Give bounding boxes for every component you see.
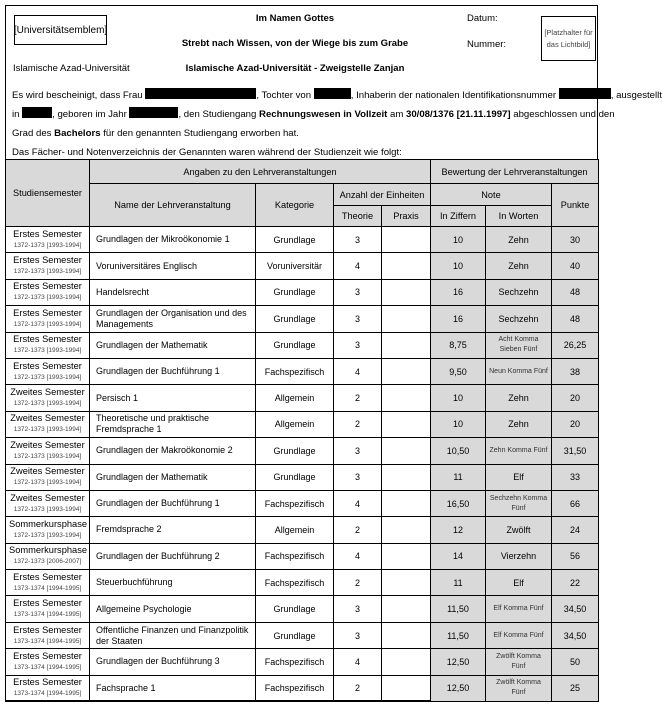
grade-words: Acht Komma Sieben Fünf: [486, 332, 552, 358]
semester-cell: [6, 227, 90, 253]
semester-year: 1373-1374 [1994-1995]: [13, 690, 82, 698]
course-name: Allgemeine Psychologie: [90, 596, 256, 622]
header-motto: Strebt nach Wissen, von der Wiege bis zum Grabe: [181, 38, 409, 49]
text: Es wird bescheinigt, dass Frau: [12, 90, 143, 101]
certificate-text: [12, 86, 662, 162]
practice-units: [382, 279, 431, 305]
text: in: [12, 109, 20, 120]
header-course-name: Name der Lehrveranstaltung: [90, 184, 256, 227]
grade-words: Zwölft Komma Fünf: [486, 675, 552, 701]
table-row: [6, 464, 599, 490]
grade-digits: 16: [431, 279, 486, 305]
semester-cell: [6, 622, 90, 648]
course-category: Grundlage: [256, 622, 334, 648]
table-row: [6, 227, 599, 253]
semester-cell: [6, 543, 90, 569]
practice-units: [382, 253, 431, 279]
points: 48: [552, 279, 599, 305]
theory-units: 4: [334, 253, 382, 279]
course-category: Grundlage: [256, 279, 334, 305]
semester-cell: [6, 253, 90, 279]
graduation-date: 30/08/1376 [21.11.1997]: [406, 109, 511, 120]
points: 38: [552, 358, 599, 384]
semester-cell: [6, 385, 90, 411]
header-practice: Praxis: [382, 206, 431, 227]
points: 20: [552, 385, 599, 411]
practice-units: [382, 358, 431, 384]
semester-name: Erstes Semester: [13, 571, 82, 582]
table-row: [6, 490, 599, 516]
semester-cell: [6, 517, 90, 543]
grade-words: Zehn: [486, 385, 552, 411]
semester-year: 1372-1373 [1993-1994]: [13, 347, 82, 355]
points: 34,50: [552, 622, 599, 648]
points: 48: [552, 306, 599, 332]
semester-name: Erstes Semester: [13, 255, 82, 266]
points: 34,50: [552, 596, 599, 622]
number-label: Nummer:: [467, 39, 507, 50]
grade-digits: 10: [431, 411, 486, 437]
grade-words: Zehn: [486, 253, 552, 279]
header-evaluation: Bewertung der Lehrveranstaltungen: [431, 160, 599, 184]
practice-units: [382, 411, 431, 437]
points: 20: [552, 411, 599, 437]
course-category: Grundlage: [256, 306, 334, 332]
course-name: Grundlagen der Organisation und des Managements: [90, 306, 256, 332]
grade-digits: 10: [431, 385, 486, 411]
semester-name: Zweites Semester: [10, 466, 85, 477]
certificate-line-1: [12, 86, 662, 105]
theory-units: 4: [334, 543, 382, 569]
grade-words: Zehn: [486, 227, 552, 253]
theory-units: 2: [334, 411, 382, 437]
practice-units: [382, 517, 431, 543]
course-category: Grundlage: [256, 438, 334, 464]
semester-year: 1372-1373 [1993-1994]: [13, 294, 82, 302]
practice-units: [382, 464, 431, 490]
grade-words: Zwölft Komma Fünf: [486, 649, 552, 675]
course-name: Grundlagen der Buchführung 1: [90, 358, 256, 384]
university-emblem-placeholder: [Universitätsemblem]: [14, 15, 107, 45]
degree-name: Bachelors: [54, 128, 101, 139]
semester-cell: [6, 490, 90, 516]
theory-units: 3: [334, 306, 382, 332]
course-category: Allgemein: [256, 411, 334, 437]
grade-words: Zwölft: [486, 517, 552, 543]
university-name-left: Islamische Azad-Universität: [13, 63, 130, 74]
practice-units: [382, 385, 431, 411]
points: 24: [552, 517, 599, 543]
points: 30: [552, 227, 599, 253]
grade-digits: 10,50: [431, 438, 486, 464]
points: 31,50: [552, 438, 599, 464]
semester-name: Erstes Semester: [13, 650, 82, 661]
course-category: Fachspezifisch: [256, 543, 334, 569]
text: für den genannten Studiengang erworben hat.: [103, 128, 299, 139]
semester-name: Erstes Semester: [13, 334, 82, 345]
course-category: Grundlage: [256, 596, 334, 622]
semester-year: 1372-1373 [1993-1994]: [13, 452, 82, 460]
grade-digits: 14: [431, 543, 486, 569]
course-category: Fachspezifisch: [256, 490, 334, 516]
semester-year: 1373-1374 [1994-1995]: [13, 584, 82, 592]
grade-words: Elf: [486, 464, 552, 490]
semester-year: 1372-1373 [1993-1994]: [13, 531, 82, 539]
course-category: Grundlage: [256, 227, 334, 253]
semester-name: Zweites Semester: [10, 413, 85, 424]
table-row: [6, 649, 599, 675]
course-name: Voruniversitäres Englisch: [90, 253, 256, 279]
semester-cell: [6, 570, 90, 596]
course-name: Grundlagen der Buchführung 1: [90, 490, 256, 516]
theory-units: 3: [334, 438, 382, 464]
course-category: Grundlage: [256, 332, 334, 358]
header-in-digits: In Ziffern: [431, 206, 486, 227]
practice-units: [382, 227, 431, 253]
course-name: Persisch 1: [90, 385, 256, 411]
semester-name: Erstes Semester: [13, 281, 82, 292]
points: 33: [552, 464, 599, 490]
semester-name: Erstes Semester: [13, 228, 82, 239]
theory-units: 4: [334, 649, 382, 675]
semester-cell: [6, 464, 90, 490]
course-name: Offentliche Finanzen und Finanzpolitik der Staaten: [90, 622, 256, 648]
grade-digits: 10: [431, 253, 486, 279]
course-name: Grundlagen der Buchführung 2: [90, 543, 256, 569]
points: 22: [552, 570, 599, 596]
semester-cell: [6, 411, 90, 437]
theory-units: 3: [334, 464, 382, 490]
semester-name: Zweites Semester: [10, 492, 85, 503]
redacted-id-number: [559, 88, 611, 99]
grade-words: Zehn: [486, 411, 552, 437]
course-name: Fremdsprache 2: [90, 517, 256, 543]
certificate-line-4: Das Fächer- und Notenverzeichnis der Genannten waren während der Studienzeit wie folgt:: [12, 147, 402, 158]
semester-year: 1372-1373 [1993-1994]: [13, 479, 82, 487]
grade-digits: 16,50: [431, 490, 486, 516]
semester-year: 1372-1373 [1993-1994]: [13, 505, 82, 513]
date-label: Datum:: [467, 13, 498, 24]
header-in-words: In Worten: [486, 206, 552, 227]
course-category: Allgemein: [256, 517, 334, 543]
course-category: Grundlage: [256, 464, 334, 490]
semester-year: 1372-1373 [1993-1994]: [13, 426, 82, 434]
course-name: Grundlagen der Mathematik: [90, 332, 256, 358]
semester-cell: [6, 306, 90, 332]
grade-words: Zehn Komma Fünf: [486, 438, 552, 464]
header-course-info: Angaben zu den Lehrveranstaltungen: [90, 160, 431, 184]
semester-name: Erstes Semester: [13, 360, 82, 371]
theory-units: 4: [334, 358, 382, 384]
redacted-birth-year: [129, 107, 178, 118]
practice-units: [382, 596, 431, 622]
semester-year: 1373-1374 [1994-1995]: [13, 663, 82, 671]
practice-units: [382, 675, 431, 701]
course-name: Theoretische und praktische Fremdsprache 1: [90, 411, 256, 437]
certificate-line-2: [12, 105, 615, 124]
table-row: [6, 306, 599, 332]
text: , ausgestellt: [610, 90, 662, 101]
semester-year: 1372-1373 [2006-2007]: [13, 558, 82, 566]
redacted-name: [145, 88, 256, 99]
grade-digits: 12,50: [431, 675, 486, 701]
course-category: Fachspezifisch: [256, 358, 334, 384]
table-row: [6, 253, 599, 279]
semester-name: Erstes Semester: [13, 677, 82, 688]
semester-cell: [6, 438, 90, 464]
practice-units: [382, 622, 431, 648]
certificate-line-3: [12, 124, 594, 143]
text: abgeschlossen und den: [513, 109, 615, 120]
points: 56: [552, 543, 599, 569]
semester-cell: [6, 675, 90, 701]
grade-digits: 11,50: [431, 596, 486, 622]
table-row: [6, 517, 599, 543]
table-row: [6, 411, 599, 437]
course-category: Fachspezifisch: [256, 649, 334, 675]
header-theory: Theorie: [334, 206, 382, 227]
grade-digits: 8,75: [431, 332, 486, 358]
semester-year: 1372-1373 [1993-1994]: [13, 320, 82, 328]
table-row: [6, 279, 599, 305]
header-units: Anzahl der Einheiten: [334, 184, 431, 206]
course-category: Allgemein: [256, 385, 334, 411]
semester-name: Zweites Semester: [10, 387, 85, 398]
table-row: [6, 385, 599, 411]
grades-table: [5, 159, 599, 702]
grade-digits: 10: [431, 227, 486, 253]
semester-cell: [6, 649, 90, 675]
header-invocation: Im Namen Gottes: [255, 13, 335, 24]
points: 40: [552, 253, 599, 279]
practice-units: [382, 570, 431, 596]
course-category: Fachspezifisch: [256, 570, 334, 596]
practice-units: [382, 649, 431, 675]
semester-name: Sommerkursphase: [9, 545, 88, 556]
grade-digits: 9,50: [431, 358, 486, 384]
course-name: Handelsrecht: [90, 279, 256, 305]
grade-digits: 12: [431, 517, 486, 543]
text: Grad des: [12, 128, 52, 139]
semester-cell: [6, 279, 90, 305]
theory-units: 3: [334, 227, 382, 253]
grade-words: Neun Komma Fünf: [486, 358, 552, 384]
theory-units: 4: [334, 490, 382, 516]
grade-words: Elf Komma Fünf: [486, 622, 552, 648]
grade-digits: 16: [431, 306, 486, 332]
semester-year: 1373-1374 [1994-1995]: [13, 637, 82, 645]
grade-digits: 11: [431, 464, 486, 490]
text: , Inhaberin der nationalen Identifikationsnummer: [350, 90, 557, 101]
photo-placeholder: [Platzhalter für das Lichtbild]: [541, 16, 596, 61]
table-row: [6, 543, 599, 569]
grade-digits: 11,50: [431, 622, 486, 648]
semester-cell: [6, 596, 90, 622]
header-category: Kategorie: [256, 184, 334, 227]
grade-words: Sechzehn: [486, 279, 552, 305]
semester-name: Erstes Semester: [13, 307, 82, 318]
grade-words: Elf Komma Fünf: [486, 596, 552, 622]
header-semester: Studiensemester: [6, 160, 90, 227]
grade-words: Vierzehn: [486, 543, 552, 569]
course-name: Steuerbuchführung: [90, 570, 256, 596]
course-name: Grundlagen der Mikroökonomie 1: [90, 227, 256, 253]
table-row: [6, 622, 599, 648]
semester-year: 1372-1373 [1993-1994]: [13, 400, 82, 408]
header-points: Punkte: [552, 184, 599, 227]
theory-units: 2: [334, 570, 382, 596]
text: , den Studiengang: [178, 109, 257, 120]
semester-name: Sommerkursphase: [9, 518, 88, 529]
points: 50: [552, 649, 599, 675]
table-row: [6, 570, 599, 596]
grade-words: Sechzehn: [486, 306, 552, 332]
grade-words: Sechzehn Komma Fünf: [486, 490, 552, 516]
practice-units: [382, 490, 431, 516]
table-row: [6, 675, 599, 701]
semester-year: 1372-1373 [1993-1994]: [13, 241, 82, 249]
table-row: [6, 438, 599, 464]
table-row: [6, 332, 599, 358]
text: , Tochter von: [256, 90, 312, 101]
theory-units: 2: [334, 675, 382, 701]
course-name: Grundlagen der Makroökonomie 2: [90, 438, 256, 464]
grade-words: Elf: [486, 570, 552, 596]
practice-units: [382, 438, 431, 464]
header-branch: Islamische Azad-Universität - Zweigstelle Zanjan: [185, 63, 405, 74]
course-category: Voruniversitär: [256, 253, 334, 279]
theory-units: 3: [334, 622, 382, 648]
semester-name: Erstes Semester: [13, 624, 82, 635]
theory-units: 3: [334, 596, 382, 622]
theory-units: 2: [334, 517, 382, 543]
points: 26,25: [552, 332, 599, 358]
redacted-place: [22, 107, 52, 118]
semester-name: Erstes Semester: [13, 598, 82, 609]
semester-year: 1372-1373 [1993-1994]: [13, 268, 82, 276]
theory-units: 2: [334, 385, 382, 411]
semester-year: 1372-1373 [1993-1994]: [13, 373, 82, 381]
table-row: [6, 596, 599, 622]
semester-cell: [6, 332, 90, 358]
practice-units: [382, 332, 431, 358]
redacted-father-name: [314, 88, 351, 99]
semester-name: Zweites Semester: [10, 439, 85, 450]
grade-digits: 11: [431, 570, 486, 596]
text: am: [390, 109, 404, 120]
theory-units: 3: [334, 332, 382, 358]
table-row: [6, 358, 599, 384]
practice-units: [382, 306, 431, 332]
course-name: Grundlagen der Mathematik: [90, 464, 256, 490]
course-name: Fachsprache 1: [90, 675, 256, 701]
semester-year: 1373-1374 [1994-1995]: [13, 611, 82, 619]
course-category: Fachspezifisch: [256, 675, 334, 701]
semester-cell: [6, 358, 90, 384]
grade-digits: 12,50: [431, 649, 486, 675]
course-name: Grundlagen der Buchführung 3: [90, 649, 256, 675]
practice-units: [382, 543, 431, 569]
theory-units: 3: [334, 279, 382, 305]
header-grade: Note: [431, 184, 552, 206]
points: 25: [552, 675, 599, 701]
points: 66: [552, 490, 599, 516]
program-name: Rechnungswesen in Vollzeit: [259, 109, 388, 120]
text: , geboren im Jahr: [52, 109, 127, 120]
